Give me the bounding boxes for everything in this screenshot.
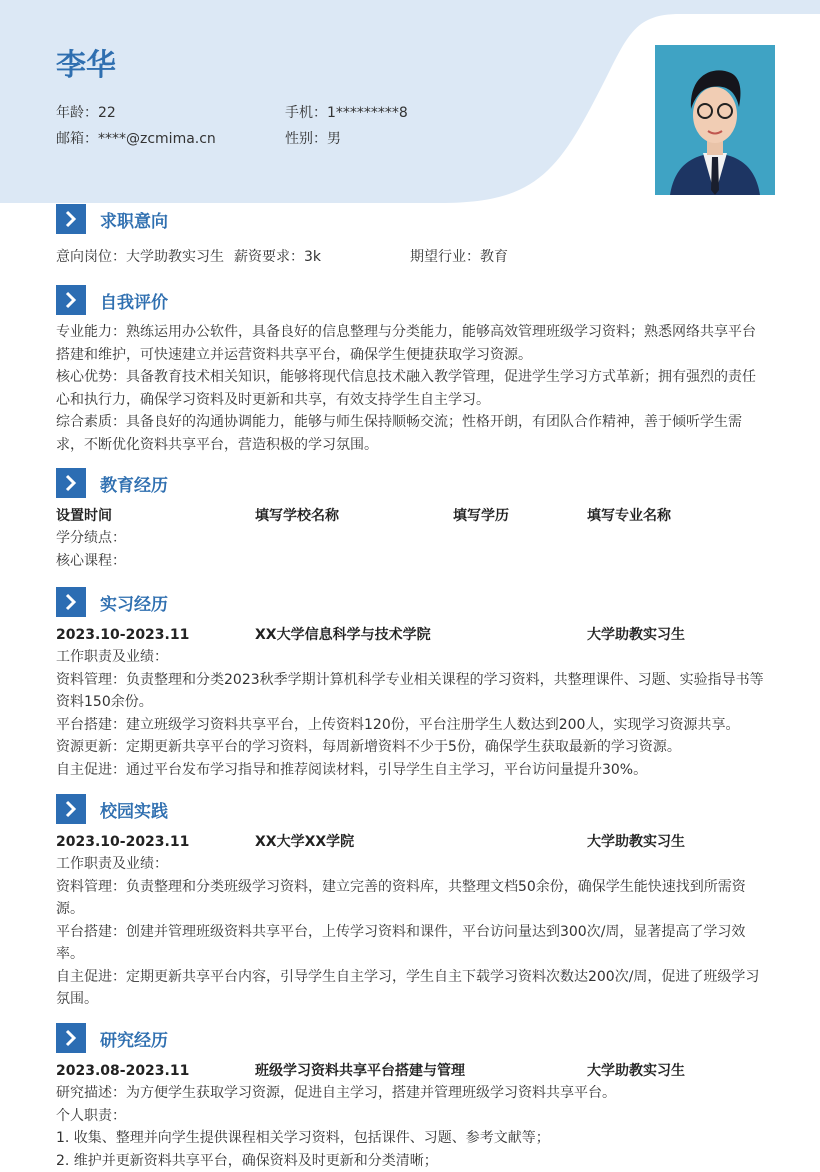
paragraph: 研究描述：为方便学生获取学习资源，促进自主学习，搭建并管理班级学习资料共享平台。 <box>56 1082 768 1105</box>
chevron-right-icon <box>56 285 86 315</box>
intern-time: 2023.10-2023.11 <box>56 624 189 646</box>
chevron-right-icon <box>56 1023 86 1053</box>
paragraph: 工作职责及业绩： <box>56 853 768 876</box>
paragraph: 2. 维护并更新资料共享平台，确保资料及时更新和分类清晰； <box>56 1150 768 1172</box>
section-title: 校园实践 <box>100 797 168 822</box>
intern-role: 大学助教实习生 <box>587 624 685 646</box>
profile-photo <box>655 45 775 195</box>
paragraph: 自主促进：定期更新共享平台内容，引导学生自主学习，学生自主下载学习资料次数达200次/周，促进了班级学习氛围。 <box>56 966 768 1011</box>
edu-time: 设置时间 <box>56 505 112 527</box>
section-title: 实习经历 <box>100 590 168 615</box>
intern-org: XX大学信息科学与技术学院 <box>255 624 431 646</box>
section-education <box>56 468 768 572</box>
paragraph: 综合素质：具备良好的沟通协调能力，能够与师生保持顺畅交流；性格开朗，有团队合作精神，善于倾听学生需求，不断优化资料共享平台，营造积极的学习氛围。 <box>56 411 768 456</box>
phone: 手机：1*********8 <box>285 102 408 122</box>
edu-major: 填写专业名称 <box>587 505 671 527</box>
section-job-intent <box>56 204 768 268</box>
paragraph: 资料管理：负责整理和分类2023秋季学期计算机科学专业相关课程的学习资料，共整理课件、习题、实验指导书等资料150余份。 <box>56 669 768 714</box>
candidate-name: 李华 <box>56 40 116 84</box>
chevron-right-icon <box>56 794 86 824</box>
chevron-right-icon <box>56 468 86 498</box>
section-research <box>56 1023 768 1172</box>
paragraph: 自主促进：通过平台发布学习指导和推荐阅读材料，引导学生自主学习，平台访问量提升30%。 <box>56 759 768 782</box>
campus-role: 大学助教实习生 <box>587 831 685 853</box>
gender: 性别：男 <box>285 128 341 148</box>
paragraph: 核心优势：具备教育技术相关知识，能够将现代信息技术融入教学管理，促进学生学习方式革新；拥有强烈的责任心和执行力，确保学习资料及时更新和共享，有效支持学生自主学习。 <box>56 366 768 411</box>
research-role: 大学助教实习生 <box>587 1060 685 1082</box>
email: 邮箱：****@zcmima.cn <box>56 128 216 148</box>
chevron-right-icon <box>56 587 86 617</box>
edu-courses: 核心课程： <box>56 550 768 573</box>
chevron-right-icon <box>56 204 86 234</box>
research-project: 班级学习资料共享平台搭建与管理 <box>255 1060 465 1082</box>
paragraph: 个人职责： <box>56 1105 768 1128</box>
section-title: 研究经历 <box>100 1026 168 1051</box>
paragraph: 1. 收集、整理并向学生提供课程相关学习资料，包括课件、习题、参考文献等； <box>56 1127 768 1150</box>
paragraph: 工作职责及业绩： <box>56 646 768 669</box>
edu-degree: 填写学历 <box>453 505 509 527</box>
age: 年龄：22 <box>56 102 116 122</box>
paragraph: 资料管理：负责整理和分类班级学习资料，建立完善的资料库，共整理文档50余份，确保学生能快速找到所需资源。 <box>56 876 768 921</box>
section-title: 教育经历 <box>100 471 168 496</box>
section-campus-practice <box>56 794 768 1011</box>
section-internship <box>56 587 768 781</box>
edu-school: 填写学校名称 <box>255 505 339 527</box>
paragraph: 专业能力：熟练运用办公软件，具备良好的信息整理与分类能力，能够高效管理班级学习资料；熟悉网络共享平台搭建和维护，可快速建立并运营资料共享平台，确保学生便捷获取学习资源。 <box>56 321 768 366</box>
paragraph: 资源更新：定期更新共享平台的学习资料，每周新增资料不少于5份，确保学生获取最新的学习资源。 <box>56 736 768 759</box>
paragraph: 平台搭建：创建并管理班级资料共享平台，上传学习资料和课件，平台访问量达到300次/周，显著提高了学习效率。 <box>56 921 768 966</box>
campus-time: 2023.10-2023.11 <box>56 831 189 853</box>
section-self-evaluation <box>56 285 768 456</box>
section-title: 自我评价 <box>100 288 168 313</box>
edu-gpa: 学分绩点： <box>56 527 768 550</box>
research-time: 2023.08-2023.11 <box>56 1060 189 1082</box>
section-title: 求职意向 <box>100 207 168 232</box>
intent-salary: 薪资要求：3k <box>234 246 321 268</box>
intent-position: 意向岗位：大学助教实习生 <box>56 246 224 268</box>
paragraph: 平台搭建：建立班级学习资料共享平台，上传资料120份，平台注册学生人数达到200人，实现学习资源共享。 <box>56 714 768 737</box>
campus-org: XX大学XX学院 <box>255 831 354 853</box>
intent-industry: 期望行业：教育 <box>410 246 508 268</box>
